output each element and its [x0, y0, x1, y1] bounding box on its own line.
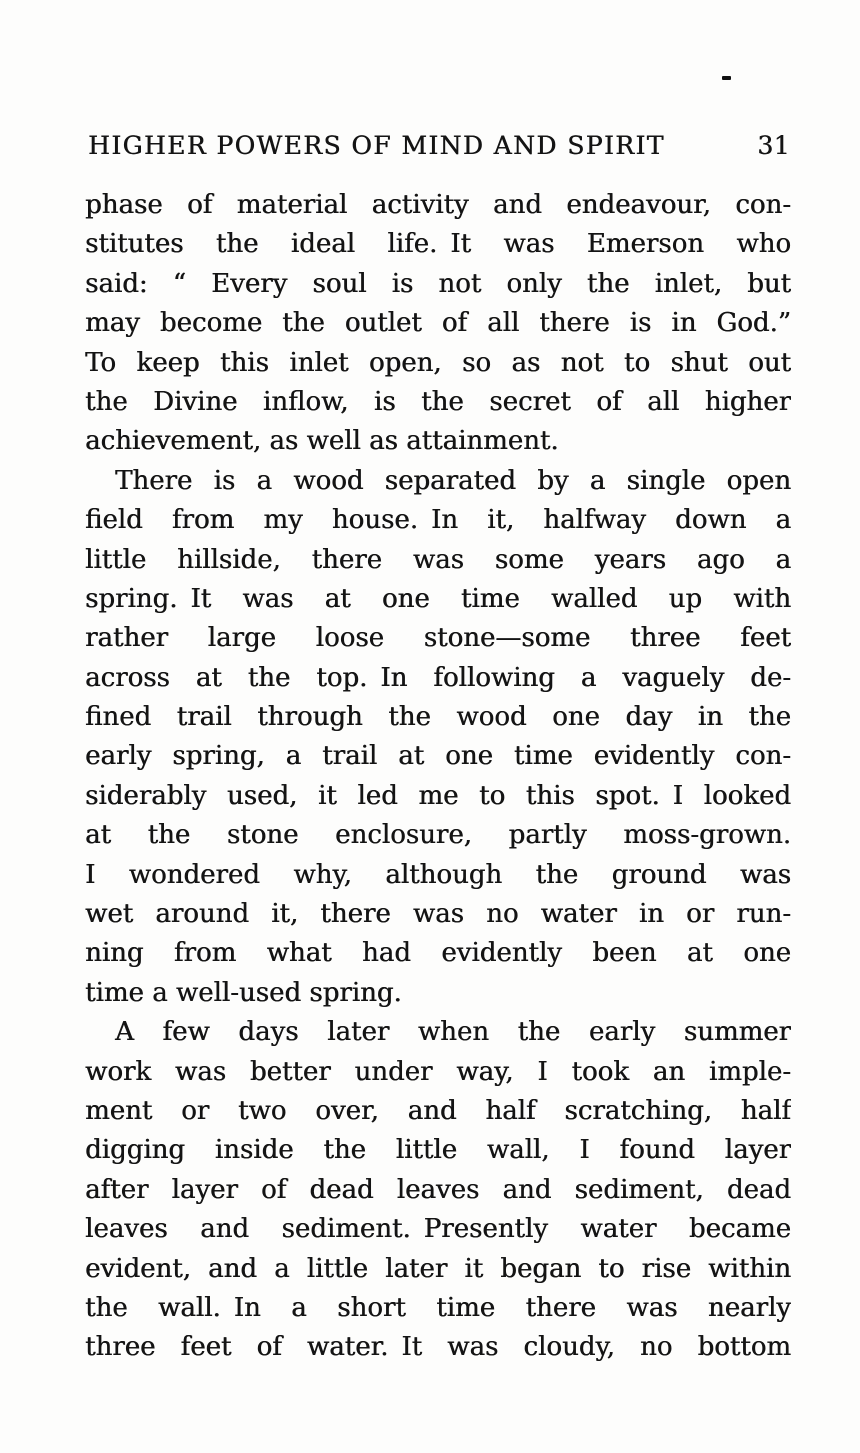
text-line: spring. It was at one time walled up with — [85, 583, 791, 614]
text-line: the Divine inflow, is the secret of all higher — [85, 386, 791, 417]
text-line: stitutes the ideal life. It was Emerson who — [85, 229, 791, 260]
text-line: said: “ Every soul is not only the inlet, but — [85, 268, 791, 299]
text-line: may become the outlet of all there is in God.” — [85, 308, 791, 339]
text-line: ment or two over, and half scratching, half — [85, 1095, 791, 1126]
running-head — [88, 131, 790, 160]
text-line: There is a wood separated by a single open — [115, 465, 791, 496]
text-line: little hillside, there was some years ago a — [85, 544, 791, 575]
text-line: digging inside the little wall, I found layer — [85, 1135, 791, 1166]
text-line: across at the top. In following a vaguely de- — [85, 662, 791, 693]
text-line: rather large loose stone—some three feet — [85, 623, 791, 654]
text-line: leaves and sediment. Presently water became — [85, 1214, 791, 1245]
text-line: siderably used, it led me to this spot. I looked — [85, 780, 791, 811]
text-line: wet around it, there was no water in or run- — [85, 899, 791, 930]
text-line: I wondered why, although the ground was — [85, 859, 791, 890]
text-line: after layer of dead leaves and sediment, dead — [85, 1174, 791, 1205]
text-line: phase of material activity and endeavour, con- — [85, 190, 791, 220]
text-line: work was better under way, I took an imple- — [85, 1056, 791, 1087]
text-line: achievement, as well as attainment. — [85, 426, 559, 457]
text-line: at the stone enclosure, partly moss-grown. — [85, 820, 791, 851]
text-line: A few days later when the early summer — [115, 1017, 791, 1048]
running-head-title: HIGHER POWERS OF MIND AND SPIRIT — [88, 131, 665, 160]
text-line: ning from what had evidently been at one — [85, 938, 791, 969]
text-line: evident, and a little later it began to rise within — [85, 1253, 791, 1284]
text-line: three feet of water. It was cloudy, no bottom — [85, 1332, 791, 1363]
text-line: early spring, a trail at one time evidently con- — [85, 741, 791, 772]
text-line: To keep this inlet open, so as not to shut out — [85, 347, 791, 378]
page-body — [85, 186, 791, 1368]
text-line: time a well-used spring. — [85, 977, 402, 1008]
scan-artifact-mark — [722, 76, 731, 80]
text-line: the wall. In a short time there was nearly — [85, 1292, 791, 1323]
page-number: 31 — [757, 131, 790, 160]
text-line: field from my house. In it, halfway down a — [85, 505, 791, 536]
text-line: fined trail through the wood one day in the — [85, 702, 791, 733]
